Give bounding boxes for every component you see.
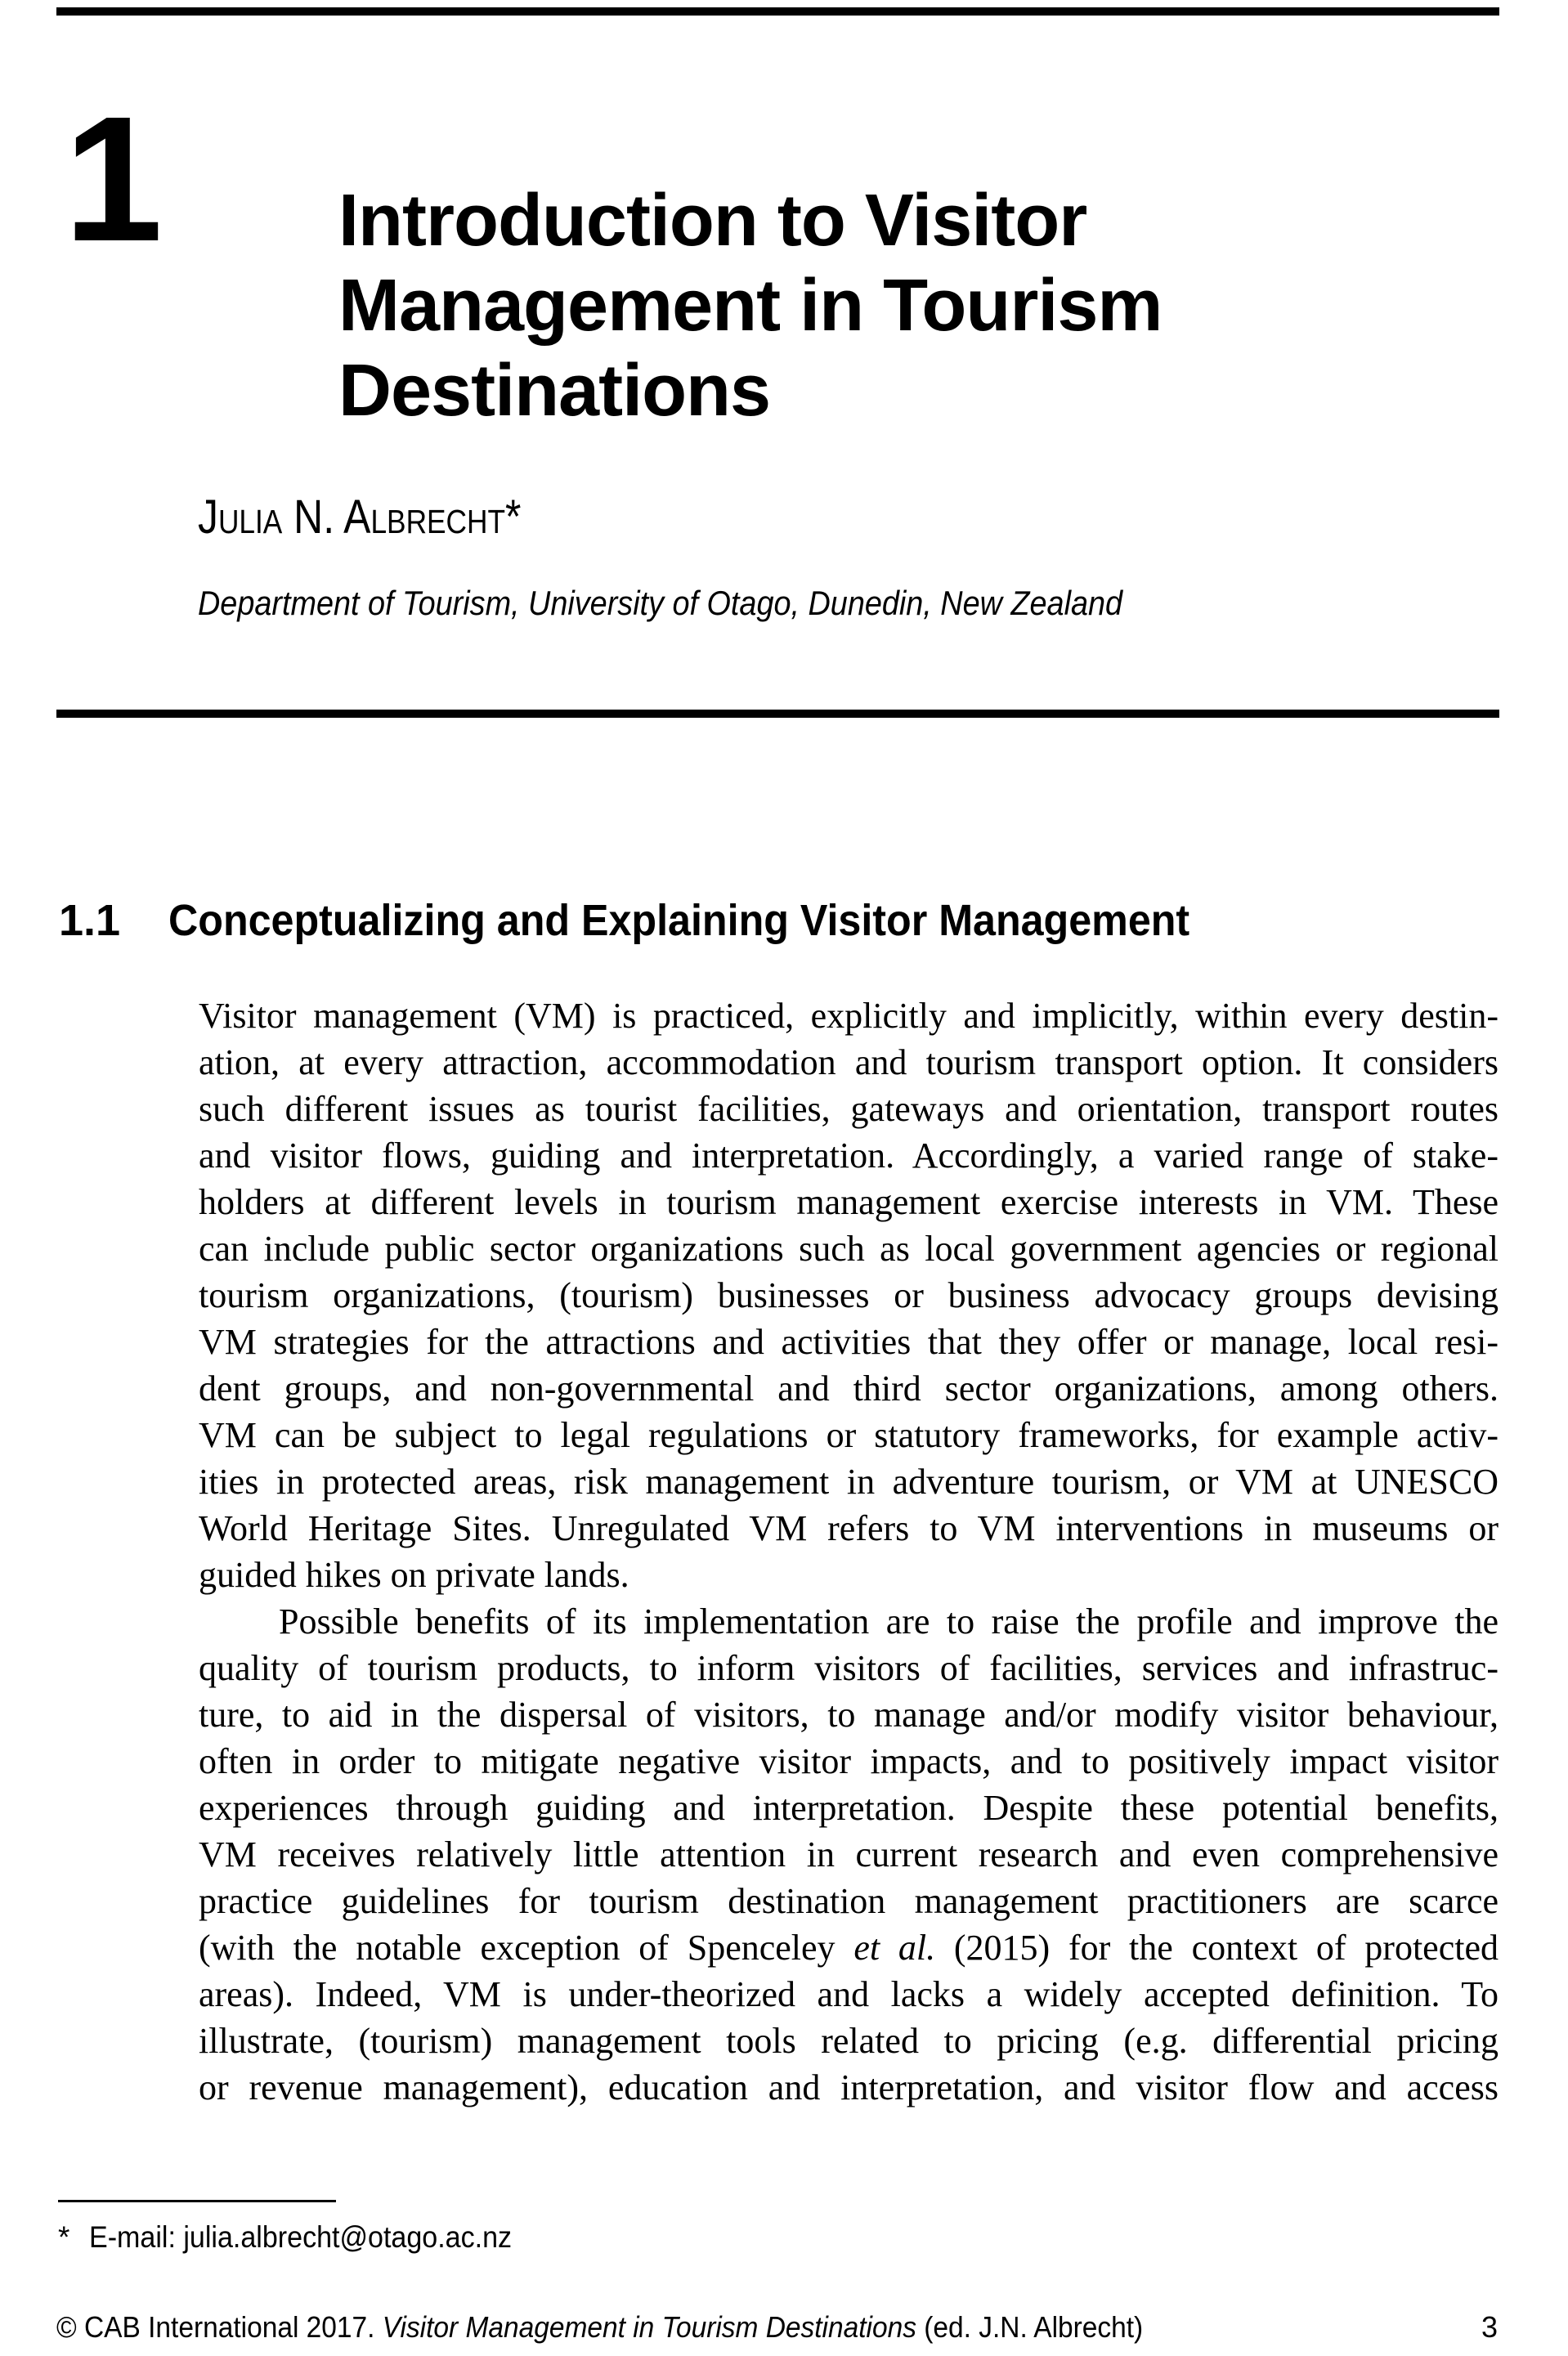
text-line-with-citation (199, 1924, 1499, 1971)
text-line: or revenue management), education and interpretation, and visitor flow and access (199, 2067, 1499, 2107)
text-line: Possible benefits of its implementation are to raise the profile and improve the (279, 1601, 1499, 1642)
author-name: Julia N. Albrecht* (198, 490, 522, 544)
footnote-email: E-mail: julia.albrecht@otago.ac.nz (89, 2220, 513, 2254)
chapter-title-line-3: Destinations (338, 350, 771, 432)
page-number: 3 (1481, 2310, 1499, 2344)
section-heading (59, 894, 1266, 947)
text-line: guided hikes on private lands. (199, 1555, 629, 1595)
top-rule (56, 7, 1499, 16)
footnote (58, 2219, 549, 2255)
paragraph-2 (199, 1598, 1499, 2111)
text-segment: (2015) for the context of protected (935, 1928, 1499, 1968)
section-title: Conceptualizing and Explaining Visitor Management (168, 896, 1190, 945)
text-line: ities in protected areas, risk management in adventure tourism, or VM at UNESCO (199, 1462, 1499, 1502)
text-line: VM strategies for the attractions and activities that they offer or manage, local resi- (199, 1322, 1499, 1362)
text-line: often in order to mitigate negative visitor impacts, and to positively impact visitor (199, 1741, 1499, 1781)
text-line: VM receives relatively little attention in current research and even comprehensive (199, 1834, 1499, 1874)
text-segment: (with the notable exception of Spenceley (199, 1928, 854, 1968)
footnote-marker: * (58, 2220, 70, 2254)
text-line: holders at different levels in tourism management exercise interests in VM. These (199, 1182, 1499, 1222)
text-line: illustrate, (tourism) management tools related to pricing (e.g. differential pricing (199, 2021, 1499, 2061)
copyright-text: © CAB International 2017. (56, 2310, 383, 2344)
chapter-title-line-1: Introduction to Visitor (338, 180, 1087, 262)
text-line: and visitor flows, guiding and interpretation. Accordingly, a varied range of stake- (199, 1135, 1499, 1176)
text-line: practice guidelines for tourism destination management practitioners are scarce (199, 1881, 1499, 1921)
footnote-rule (58, 2200, 336, 2202)
text-line: VM can be subject to legal regulations or statutory frameworks, for example activ- (199, 1415, 1499, 1455)
chapter-title-line-2: Management in Tourism (338, 265, 1163, 347)
book-title: Visitor Management in Tourism Destinations (382, 2310, 916, 2344)
chapter-title (338, 178, 1162, 433)
text-line: tourism organizations, (tourism) businesses or business advocacy groups devising (199, 1275, 1499, 1315)
text-line: areas). Indeed, VM is under-theorized and lacks a widely accepted definition. To (199, 1974, 1499, 2014)
text-line: World Heritage Sites. Unregulated VM refers to VM interventions in museums or (199, 1508, 1499, 1548)
header-rule (56, 710, 1499, 718)
text-line: ture, to aid in the dispersal of visitors, to manage and/or modify visitor behaviour, (199, 1695, 1499, 1735)
citation-et-al: et al. (853, 1928, 936, 1968)
body-text (199, 992, 1499, 2111)
text-line: experiences through guiding and interpretation. Despite these potential benefits, (199, 1788, 1499, 1828)
text-line: Visitor management (VM) is practiced, explicitly and implicitly, within every destin- (199, 996, 1499, 1036)
paragraph-1 (199, 992, 1499, 1598)
text-line: ation, at every attraction, accommodation and tourism transport option. It considers (199, 1042, 1499, 1082)
text-line: can include public sector organizations such as local government agencies or regional (199, 1229, 1499, 1269)
section-number: 1.1 (59, 896, 121, 945)
text-line: such different issues as tourist facilities, gateways and orientation, transport routes (199, 1089, 1499, 1129)
chapter-number: 1 (64, 80, 160, 279)
author-affiliation: Department of Tourism, University of Otago, Dunedin, New Zealand (198, 584, 1123, 622)
editor-text: (ed. J.N. Albrecht) (916, 2310, 1144, 2344)
text-line: quality of tourism products, to inform visitors of facilities, services and infrastruc- (199, 1648, 1499, 1688)
text-line: dent groups, and non-governmental and third sector organizations, among others. (199, 1368, 1499, 1409)
page-footer (56, 2310, 1143, 2345)
